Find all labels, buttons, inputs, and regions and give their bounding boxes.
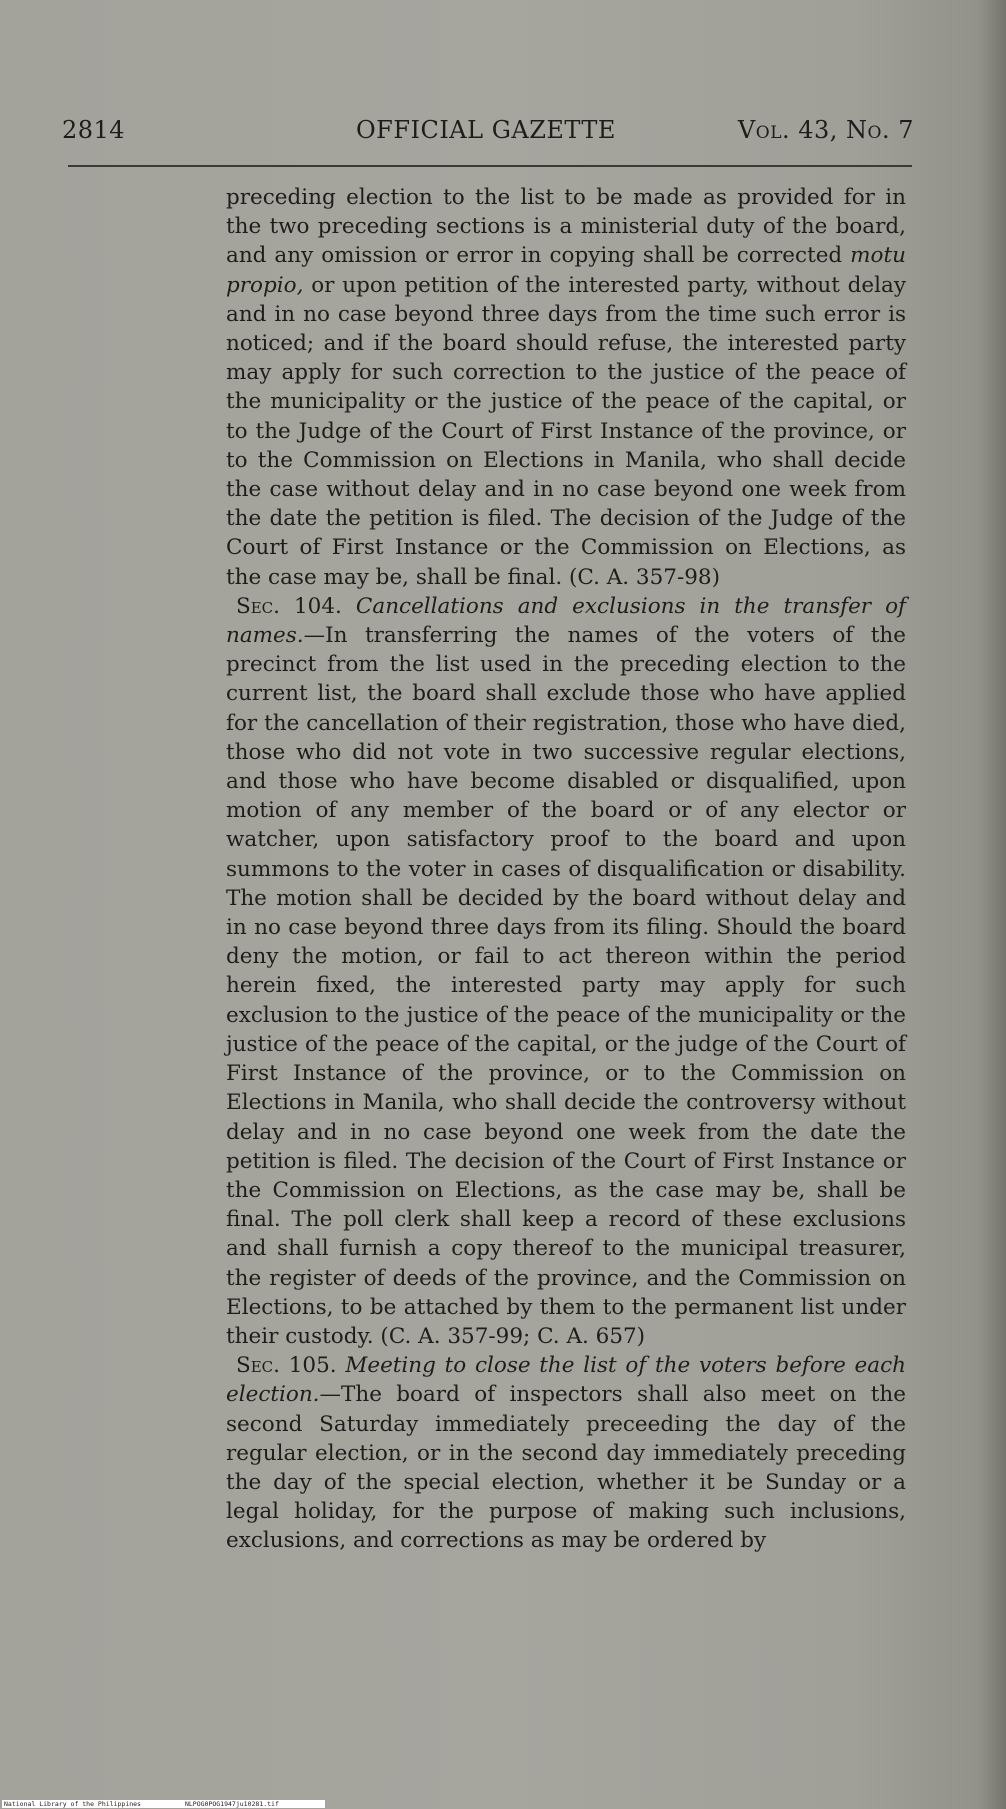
section-104 xyxy=(226,592,906,1351)
section-105 xyxy=(226,1351,906,1555)
section-text: —The board of inspectors shall also meet on the second Saturday immediately preceeding the day of the regular election, or in the second day immediately preceding the day of the special election, whether it be Sunday or a legal holiday, for the purpose of making such inclusions, exclusions, and corrections as may be ordered by xyxy=(226,1382,906,1554)
paragraph-text: preceding election to the list to be made as provided for in the two preceding sections is a ministerial duty of the board, and any omission or error in copying shall be corrected xyxy=(226,185,906,269)
page-header xyxy=(62,116,914,150)
header-rule xyxy=(68,165,912,167)
latin-phrase: motu propio, xyxy=(226,243,906,298)
continued-paragraph xyxy=(226,183,906,592)
section-heading: Meeting to close the list of the voters before each election. xyxy=(226,1353,906,1408)
section-heading: Cancellations and exclusions in the transfer of names. xyxy=(226,593,907,649)
publication-title: OFFICIAL GAZETTE xyxy=(356,116,616,144)
page-number: 2814 xyxy=(62,116,126,144)
library-credit: National Library of the Philippines xyxy=(4,1800,141,1808)
section-label: Sec. 104. xyxy=(236,593,342,619)
scan-filename: NLPOG0POG1947ju10281.tif xyxy=(184,1800,279,1808)
body-text xyxy=(226,183,906,1556)
scan-footer xyxy=(2,1800,325,1808)
section-text: —In transferring the names of the voters of the precinct from the list used in the preceding election to the current list, the board shall exclude those who have applied for the cancellation of their registration, those who have died, those who did not vote in two successive regular elections, and those who have become disabled or disqualified, upon motion of any member of the board or of any elector or watcher, upon satisfactory proof to the board and upon summons to the voter in cases of disqualification or disability. The motion shall be decided by the board without delay and in no case beyond three days from its filing. Should the board deny the motion, or fail to act thereon within the period herein fixed, the interested party may apply for such exclusion to the justice of the peace of the municipality or the justice of the peace of the capital, or the judge of the Court of First Instance of the province, or to the Commission on Elections in Manila, who shall decide the controversy without delay and in no case beyond one week from the date the petition is filed. The decision of the Court of First Instance or the Commission on Elections, as the case may be, shall be final. The poll clerk shall keep a record of these exclusions and shall furnish a copy thereof to the municipal treasurer, the register of deeds of the province, and the Commission on Elections, to be attached by them to the permanent list under their custody. (C. A. 357-99; C. A. 657) xyxy=(226,623,906,1349)
section-label: Sec. 105. xyxy=(236,1353,337,1379)
volume-number: Vol. 43, No. 7 xyxy=(737,116,914,144)
paragraph-text: or upon petition of the interested party, without delay and in no case beyond three days from the time such error is noticed; and if the board should refuse, the interested party may apply for such correction to the justice of the peace of the municipality or the justice of the peace of the capital, or to the Judge of the Court of First Instance of the province, or to the Commission on Elections in Manila, who shall decide the case without delay and in no case beyond one week from the date the petition is filed. The decision of the Judge of the Court of First Instance or the Commission on Elections, as the case may be, shall be final. (C. A. 357-98) xyxy=(226,272,906,590)
